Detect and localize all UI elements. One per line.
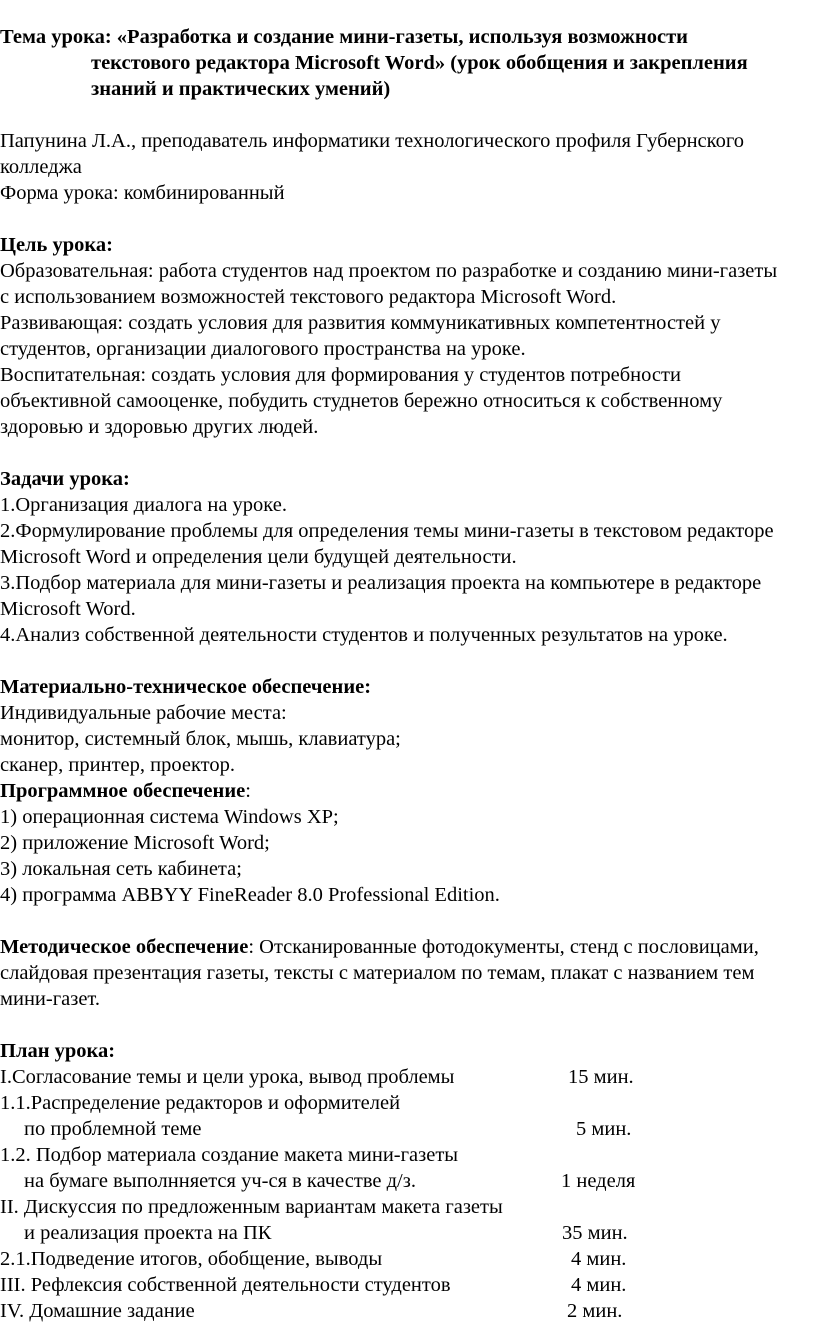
- plan-item: и реализация проекта на ПК: [24, 1222, 272, 1244]
- goal-line: Развивающая: создать условия для развития коммуникативных компетентностей у: [0, 312, 721, 334]
- plan-item: IV. Домашние задание: [0, 1300, 195, 1322]
- plan-heading: План урока:: [0, 1040, 116, 1062]
- plan-duration: 35 мин.: [562, 1222, 628, 1244]
- plan-row: [0, 1142, 816, 1168]
- goal-line: с использованием возможностей текстового редактора Microsoft Word.: [0, 286, 617, 308]
- material-line: монитор, системный блок, мышь, клавиатура;: [0, 728, 401, 750]
- plan-duration: 2 мин.: [567, 1300, 623, 1322]
- plan-item: II. Дискуссия по предложенным вариантам макета газеты: [0, 1196, 503, 1218]
- plan-row: [0, 1064, 816, 1090]
- goal-heading: Цель урока:: [0, 234, 113, 256]
- goal-line: здоровью и здоровью других людей.: [0, 416, 319, 438]
- plan-row: [0, 1220, 816, 1246]
- goal-line: Образовательная: работа студентов над проектом по разработке и созданию мини-газеты: [0, 260, 778, 282]
- plan-duration: 1 неделя: [561, 1170, 636, 1192]
- goal-line: объективной самооценке, побудить студнетов бережно относиться к собственному: [0, 390, 723, 412]
- material-line: Индивидуальные рабочие места:: [0, 702, 287, 724]
- methodical-line-3: мини-газет.: [0, 988, 100, 1010]
- title-line-2: текстового редактора Microsoft Word» (урок обобщения и закрепления: [91, 52, 748, 74]
- plan-row: [0, 1090, 816, 1116]
- plan-row: [0, 1194, 816, 1220]
- software-heading: Программное обеспечение: [0, 780, 246, 802]
- methodical-heading: Методическое обеспечение: [0, 936, 249, 958]
- task-line: 4.Анализ собственной деятельности студентов и полученных результатов на уроке.: [0, 624, 728, 646]
- plan-duration: 15 мин.: [568, 1066, 634, 1088]
- software-colon: :: [245, 780, 251, 802]
- plan-item: 1.2. Подбор материала создание макета мини-газеты: [0, 1144, 459, 1166]
- plan-row: [0, 1246, 816, 1272]
- goal-line: студентов, организации диалогового пространства на уроке.: [0, 338, 526, 360]
- methodical-line-1: [0, 934, 816, 960]
- software-line: 3) локальная сеть кабинета;: [0, 858, 242, 880]
- plan-duration: 4 мин.: [571, 1248, 627, 1270]
- task-line: 2.Формулирование проблемы для определения темы мини-газеты в текстовом редакторе: [0, 520, 774, 542]
- plan-item: 2.1.Подведение итогов, обобщение, выводы: [0, 1248, 383, 1270]
- task-line: 1.Организация диалога на уроке.: [0, 494, 287, 516]
- material-line: сканер, принтер, проектор.: [0, 754, 235, 776]
- plan-row: [0, 1116, 816, 1142]
- plan-item: 1.1.Распределение редакторов и оформителей: [0, 1092, 401, 1114]
- title-line-1: Тема урока: «Разработка и создание мини-газеты, используя возможности: [0, 26, 688, 48]
- plan-row: [0, 1168, 816, 1194]
- software-line: 1) операционная система Windows XP;: [0, 806, 339, 828]
- tasks-heading: Задачи урока:: [0, 468, 130, 490]
- methodical-line-2: слайдовая презентация газеты, тексты с материалом по темам, плакат с названием тем: [0, 962, 755, 984]
- software-heading-line: [0, 778, 816, 804]
- lesson-form: Форма урока: комбинированный: [0, 182, 285, 204]
- author-line-1: Папунина Л.А., преподаватель информатики технологического профиля Губернского: [0, 130, 744, 152]
- plan-duration: 5 мин.: [576, 1118, 632, 1140]
- lesson-title: [0, 24, 816, 102]
- plan-duration: 4 мин.: [571, 1274, 627, 1296]
- plan-row: [0, 1298, 816, 1324]
- task-line: Microsoft Word.: [0, 598, 136, 620]
- plan-item: по проблемной теме: [24, 1118, 202, 1140]
- document-body: [0, 24, 816, 1324]
- plan-row: [0, 1272, 816, 1298]
- plan-item: I.Согласование темы и цели урока, вывод проблемы: [0, 1066, 455, 1088]
- task-line: Microsoft Word и определения цели будущей деятельности.: [0, 546, 517, 568]
- software-line: 2) приложение Microsoft Word;: [0, 832, 270, 854]
- methodical-text: : Отсканированные фотодокументы, стенд с пословицами,: [248, 936, 759, 958]
- material-heading: Материально-техническое обеспечение:: [0, 676, 372, 698]
- plan-item: на бумаге выполнняется уч-ся в качестве д/з.: [24, 1170, 416, 1192]
- author-line-2: колледжа: [0, 156, 82, 178]
- goal-line: Воспитательная: создать условия для формирования у студентов потребности: [0, 364, 681, 386]
- title-line-3: знаний и практических умений): [91, 78, 391, 100]
- task-line: 3.Подбор материала для мини-газеты и реализация проекта на компьютере в редакторе: [0, 572, 762, 594]
- software-line: 4) программа ABBYY FineReader 8.0 Professional Edition.: [0, 884, 500, 906]
- plan-item: III. Рефлексия собственной деятельности студентов: [0, 1274, 451, 1296]
